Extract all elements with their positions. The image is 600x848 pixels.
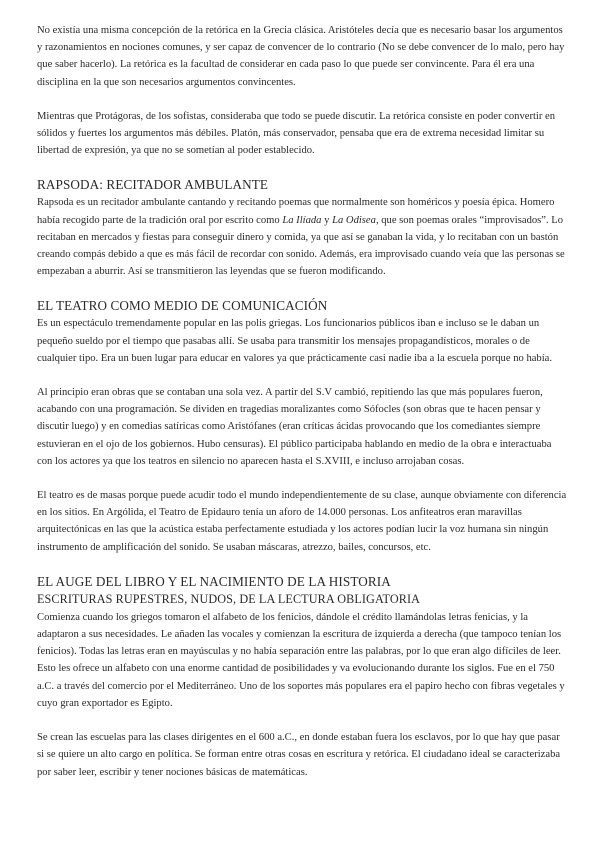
- paragraph-teatro-3: El teatro es de masas porque puede acudir todo el mundo independientemente de su clase, aunque obviamente con diferencia en los sitios. En Argólida, el Teatro de Epidauro tenía un aforo de 14.000 personas. Los anfiteatros eran maravillas arquitectónicas en las que la acústica estaba perfectamente estudiada y los actores podían lucir la voz humana sin ningún instrumento de amplificación del sonido. Se usaban máscaras, atrezzo, bailes, concursos, etc.: [37, 490, 567, 553]
- heading-teatro: EL TEATRO COMO MEDIO DE COMUNICACIÓN: [37, 298, 328, 314]
- paragraph-libro-1: Comienza cuando los griegos tomaron el alfabeto de los fenicios, dándole el crédito llamándolas letras fenicias, y la adaptaron a sus necesidades. Le añaden las vocales y comienzan la escritura de izquierda a derecha (que tampoco tenían los fenicios). Todas las letras eran en mayúsculas y no había separación entre las palabras, por lo que eran algo difíciles de leer. Esto les ofrece un alfabeto con una enorme cantidad de posibilidades y va evolucionando durante los siglos. Fue en el 750 a.C. a través del comercio por el Mediterráneo. Uno de los soportes más populares era el papiro hecho con fibras vegetales y cuyo gran exportador es Egipto.: [37, 611, 565, 709]
- paragraph-aristoteles: No existía una misma concepción de la retórica en la Grecia clásica. Aristóteles decía que es necesario basar los argumentos y razonamientos en nociones comunes, y ser capaz de convencer de lo contrario (No se debe convencer de lo malo, pero hay que saber hacerlo). La retórica es la facultad de considerar en cada paso lo que puede ser convincente. Para él era una disciplina en la que son necesarios argumentos convincentes.: [37, 25, 565, 88]
- paragraph-protagoras: Mientras que Protágoras, de los sofistas, consideraba que todo se puede discutir. La retórica consiste en poder convertir en sólidos y fuertes los argumentos más débiles. Platón, más conservador, pensaba que era de extrema necesidad limitar su libertad de expresión, ya que no se sometían al poder establecido.: [37, 110, 556, 157]
- title-iliada: La Ilíada: [282, 214, 322, 226]
- rapsoda-text-1: Rapsoda es un recitador ambulante cantando y recitando poemas que normalmente son homéricos y poesía épica. Homero había recogido parte de la tradición oral por escrito como: [37, 197, 555, 226]
- subheading-escrituras: ESCRITURAS RUPESTRES, NUDOS, DE LA LECTURA OBLIGATORIA: [37, 591, 421, 606]
- paragraph-rapsoda: [37, 194, 567, 280]
- heading-libro: EL AUGE DEL LIBRO Y EL NACIMIENTO DE LA HISTORIA: [37, 573, 391, 589]
- rapsoda-text-3: , que son poemas orales “improvisados”. Lo recitaban en mercados y fiestas para conseguir dinero y comida, ya que así se ganaban la vida, y lo recitaban con un bastón creando compás debido a que es más fácil de recordar con sonido. Además, era improvisado cuando veía que las personas se empezaban a aburrir. Así se transmitieron las leyendas que se fueron modificando.: [37, 214, 565, 278]
- heading-rapsoda: RAPSODA: RECITADOR AMBULANTE: [37, 177, 269, 193]
- paragraph-teatro-2: Al principio eran obras que se contaban una sola vez. A partir del S.V cambió, repitiendo las que más populares fueron, acabando con una programación. Se dividen en tragedias moralizantes como Sófocles (son obras que te hacen pensar y discutir luego) y en comedias satíricas como Aristófanes (eran críticas ácidas provocando que los comediantes siempre estuvieran en el ojo de los gobiernos. Hubo censuras). El público participaba hablando en medio de la obra e interactuaba con los actores ya que los teatros en silencio no aparecen hasta el S.XVIII, e incluso arrojaban cosas.: [37, 387, 552, 467]
- title-odisea: La Odisea: [332, 214, 376, 226]
- document-page: [37, 22, 567, 798]
- paragraph-libro-2: Se crean las escuelas para las clases dirigentes en el 600 a.C., en donde estaban fuera los esclavos, por lo que hay que pasar si se quiere un alto cargo en política. Se forman entre otras cosas en escritura y retórica. El ciudadano ideal se caracterizaba por saber leer, escribir y tener nociones básicas de matemáticas.: [37, 732, 561, 778]
- paragraph-teatro-1: Es un espectáculo tremendamente popular en las polis griegas. Los funcionarios públicos iban e incluso se le daban un pequeño sueldo por el tiempo que pasabas allí. Se usaba para transmitir los mensajes propagandísticos, morales o de cualquier tipo. Era un buen lugar para educar en valores ya que prácticamente casi nadie iba a la escuela porque no había.: [37, 318, 553, 364]
- rapsoda-text-2: y: [321, 214, 333, 226]
